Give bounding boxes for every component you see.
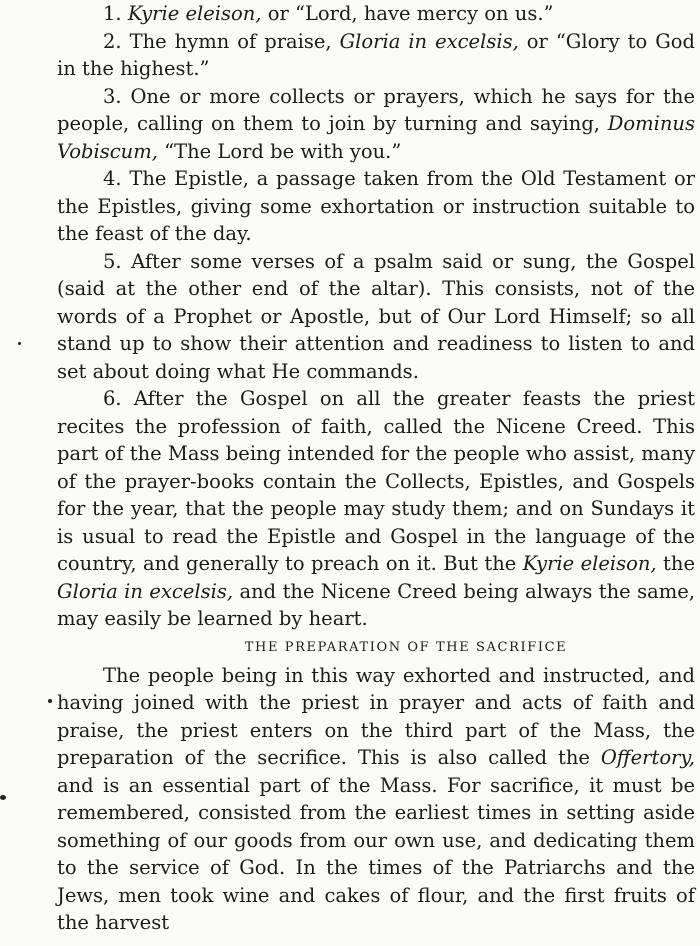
- margin-speck-upper: [18, 342, 21, 345]
- paragraph-creed: 6. After the Gospel on all the greater feasts the priest recites the profession of faith, called the Nicene Creed. This part of the Mass being intended for the people who assist, many of the prayer-books contain the Collects, Epistles, and Gospels for the year, that the people may study them; and on Sundays it is usual to read the Epistle and Gospel in the language of the country, and generally to preach on it. But the Kyrie eleison, the Gloria in excelsis, and the Nicene Creed being always the same, may easily be learned by heart.: [57, 387, 695, 630]
- paragraph-epistle: 4. The Epistle, a passage taken from the Old Testament or the Epistles, giving some exhortation or instruction suitable to the feast of the day.: [57, 167, 695, 245]
- paragraph-gospel: 5. After some verses of a psalm said or sung, the Gospel (said at the other end of the altar). This consists, not of the words of a Prophet or Apostle, but of Our Lord Himself; so all stand up to show their attention and readiness to listen to and set about doing what He commands.: [57, 249, 695, 383]
- margin-speck-edge: [0, 795, 6, 800]
- paragraph-offertory: The people being in this way exhorted and instructed, and having joined with the priest in prayer and acts of faith and praise, the priest enters on the third part of the Mass, the preparation of the secrifice. This is also called the Offertory, and is an essential part of the Mass. For sacrifice, it must be remembered, consisted from the earliest times in setting aside something of our goods from our own use, and dedicating them to the service of God. In the times of the Patriarchs and the Jews, men took wine and cakes of flour, and the first fruits of the harvest: [57, 663, 695, 934]
- paragraph-collects: 3. One or more collects or prayers, which he says for the people, calling on them to join by turning and saying, Dominus Vobiscum, “The Lord be with you.”: [57, 84, 695, 163]
- page-text: [57, 0, 695, 937]
- paragraph-gloria: 2. The hymn of praise, Gloria in excelsis, or “Glory to God in the highest.”: [57, 29, 696, 80]
- margin-speck-lower: [48, 699, 52, 703]
- paragraph-kyrie: 1. Kyrie eleison, or “Lord, have mercy on us.”: [103, 2, 554, 25]
- section-heading: THE PREPARATION OF THE SACRIFICE: [244, 639, 568, 655]
